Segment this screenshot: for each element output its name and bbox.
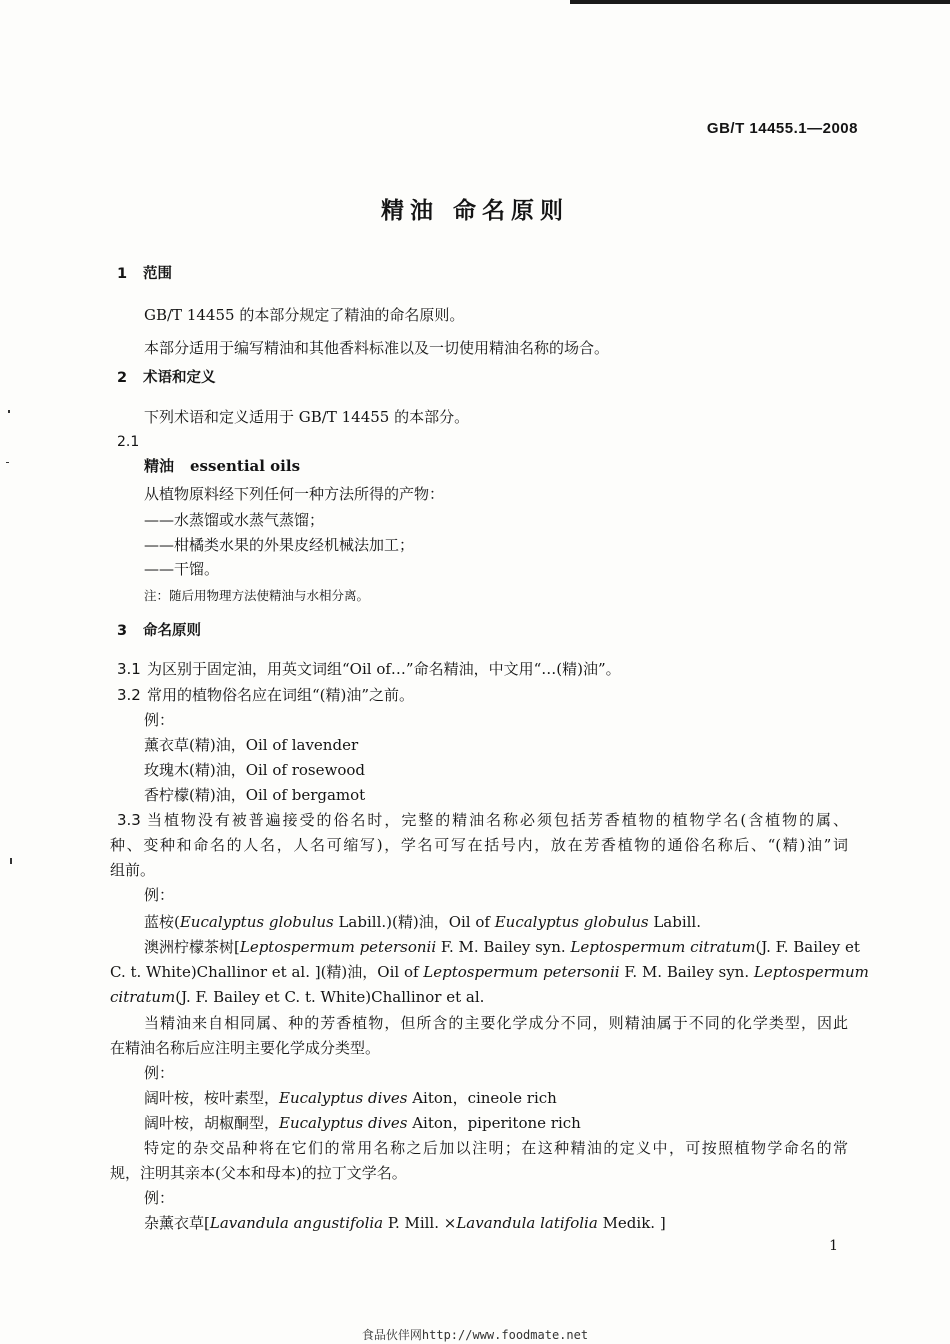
example-item	[144, 1088, 557, 1108]
term-english: essential oils	[190, 457, 301, 475]
method-item: ——干馏。	[144, 560, 220, 578]
clause-3-2	[117, 685, 414, 705]
text-run: F. M. Bailey syn.	[436, 938, 571, 956]
latin-name: Lavandula latifolia	[456, 1214, 598, 1232]
source-footer: 食品伙伴网http://www.foodmate.net	[361, 1328, 589, 1342]
paragraph: 当精油来自相同属、种的芳香植物，但所含的主要化学成分不同，则精油属于不同的化学类型，因此	[144, 1014, 848, 1032]
section-title: 术语和定义	[143, 370, 216, 386]
latin-name: Lavandula angustifolia	[209, 1214, 384, 1232]
paragraph: 规，注明其亲本(父本和母本)的拉丁文学名。	[110, 1164, 407, 1182]
subclause-number: 2.1	[117, 434, 140, 450]
example-label: 例：	[144, 711, 175, 729]
paragraph: 在精油名称后应注明主要化学成分类型。	[110, 1039, 381, 1057]
paragraph: 下列术语和定义适用于 GB/T 14455 的本部分。	[144, 408, 470, 426]
text-run: Aiton，piperitone rich	[407, 1114, 581, 1132]
document-title: 精油 命名原则	[380, 198, 569, 224]
section-2-heading	[117, 368, 216, 388]
section-number: 1	[117, 266, 128, 282]
latin-name: Leptospermum	[753, 963, 869, 981]
latin-name: Leptospermum petersonii	[423, 963, 620, 981]
text-run: 阔叶桉，胡椒酮型，	[144, 1114, 280, 1132]
paragraph: 特定的杂交品种将在它们的常用名称之后加以注明；在这种精油的定义中，可按照植物学命名的常	[144, 1139, 848, 1157]
clause-number: 3.2	[117, 686, 141, 704]
note: 注：随后用物理方法使精油与水相分离。	[144, 588, 370, 603]
section-title: 范围	[143, 266, 172, 282]
definition: 从植物原料经下列任何一种方法所得的产物：	[144, 485, 445, 503]
section-1-heading	[117, 264, 172, 284]
text-run: F. M. Bailey syn.	[619, 963, 754, 981]
example-label: 例：	[144, 1189, 175, 1207]
clause-text: 常用的植物俗名应在词组“(精)油”之前。	[147, 686, 415, 704]
section-number: 3	[117, 623, 128, 639]
text-run: (J. F. Bailey et C. t. White)Challinor et al.	[175, 988, 485, 1006]
latin-name: Leptospermum citratum	[570, 938, 756, 956]
text-run: 杂薰衣草[	[144, 1214, 210, 1232]
example-item	[144, 1113, 581, 1133]
clause-text: 为区别于固定油，用英文词组“Oil of…”命名精油，中文用“…(精)油”。	[147, 660, 621, 678]
clause-3-1	[117, 659, 621, 679]
example-item	[110, 962, 869, 982]
latin-name: citratum	[110, 988, 176, 1006]
example-item	[144, 937, 860, 957]
example-item: 玫瑰木(精)油，Oil of rosewood	[144, 761, 365, 779]
text-run: 蓝桉(	[144, 913, 180, 931]
clause-3-3-line: 组前。	[110, 861, 156, 879]
latin-name: Eucalyptus globulus	[179, 913, 334, 931]
paragraph: GB/T 14455 的本部分规定了精油的命名原则。	[144, 306, 465, 324]
text-run: (J. F. Bailey et	[755, 938, 860, 956]
top-border-rule	[570, 0, 950, 4]
example-item: 薰衣草(精)油，Oil of lavender	[144, 736, 359, 754]
text-run: P. Mill. ×	[383, 1214, 457, 1232]
clause-number: 3.3	[117, 811, 141, 829]
text-run: Labill.	[648, 913, 701, 931]
example-item	[144, 912, 701, 932]
text-run: Medik. ]	[597, 1214, 666, 1232]
standard-number: GB/T 14455.1—2008	[706, 120, 858, 137]
text-run: Labill.)(精)油，Oil of	[333, 913, 495, 931]
example-item: 香柠檬(精)油，Oil of bergamot	[144, 786, 366, 804]
latin-name: Leptospermum petersonii	[239, 938, 437, 956]
text-run: 阔叶桉，桉叶素型，	[144, 1089, 280, 1107]
scan-speck	[10, 858, 12, 864]
paragraph: 本部分适用于编写精油和其他香料标准以及一切使用精油名称的场合。	[144, 339, 610, 357]
term-entry	[144, 456, 300, 476]
text-run: 澳洲柠檬茶树[	[144, 938, 240, 956]
method-item: ——柑橘类水果的外果皮经机械法加工；	[144, 536, 415, 554]
section-3-heading	[117, 621, 201, 641]
text-run: Aiton，cineole rich	[407, 1089, 557, 1107]
example-label: 例：	[144, 886, 175, 904]
clause-3-3-line: 种、变种和命名的人名，人名可缩写)，学名可写在括号内，放在芳香植物的通俗名称后、“(精)油”词	[110, 836, 848, 854]
scan-speck	[6, 462, 9, 463]
scan-speck	[8, 410, 10, 413]
latin-name: Eucalyptus dives	[279, 1089, 408, 1107]
section-number: 2	[117, 370, 128, 386]
example-item	[110, 987, 484, 1007]
latin-name: Eucalyptus dives	[279, 1114, 408, 1132]
example-item	[144, 1213, 666, 1233]
clause-3-3-line: 当植物没有被普遍接受的俗名时，完整的精油名称必须包括芳香植物的植物学名(含植物的属、	[147, 811, 848, 829]
page-number: 1	[829, 1238, 838, 1254]
method-item: ——水蒸馏或水蒸气蒸馏；	[144, 511, 325, 529]
text-run: C. t. White)Challinor et al. ](精)油，Oil of	[110, 963, 424, 981]
section-title: 命名原则	[143, 623, 201, 639]
clause-3-3-number	[117, 810, 147, 830]
latin-name: Eucalyptus globulus	[494, 913, 649, 931]
clause-number: 3.1	[117, 660, 141, 678]
term-chinese: 精油	[144, 457, 175, 475]
example-label: 例：	[144, 1064, 175, 1082]
